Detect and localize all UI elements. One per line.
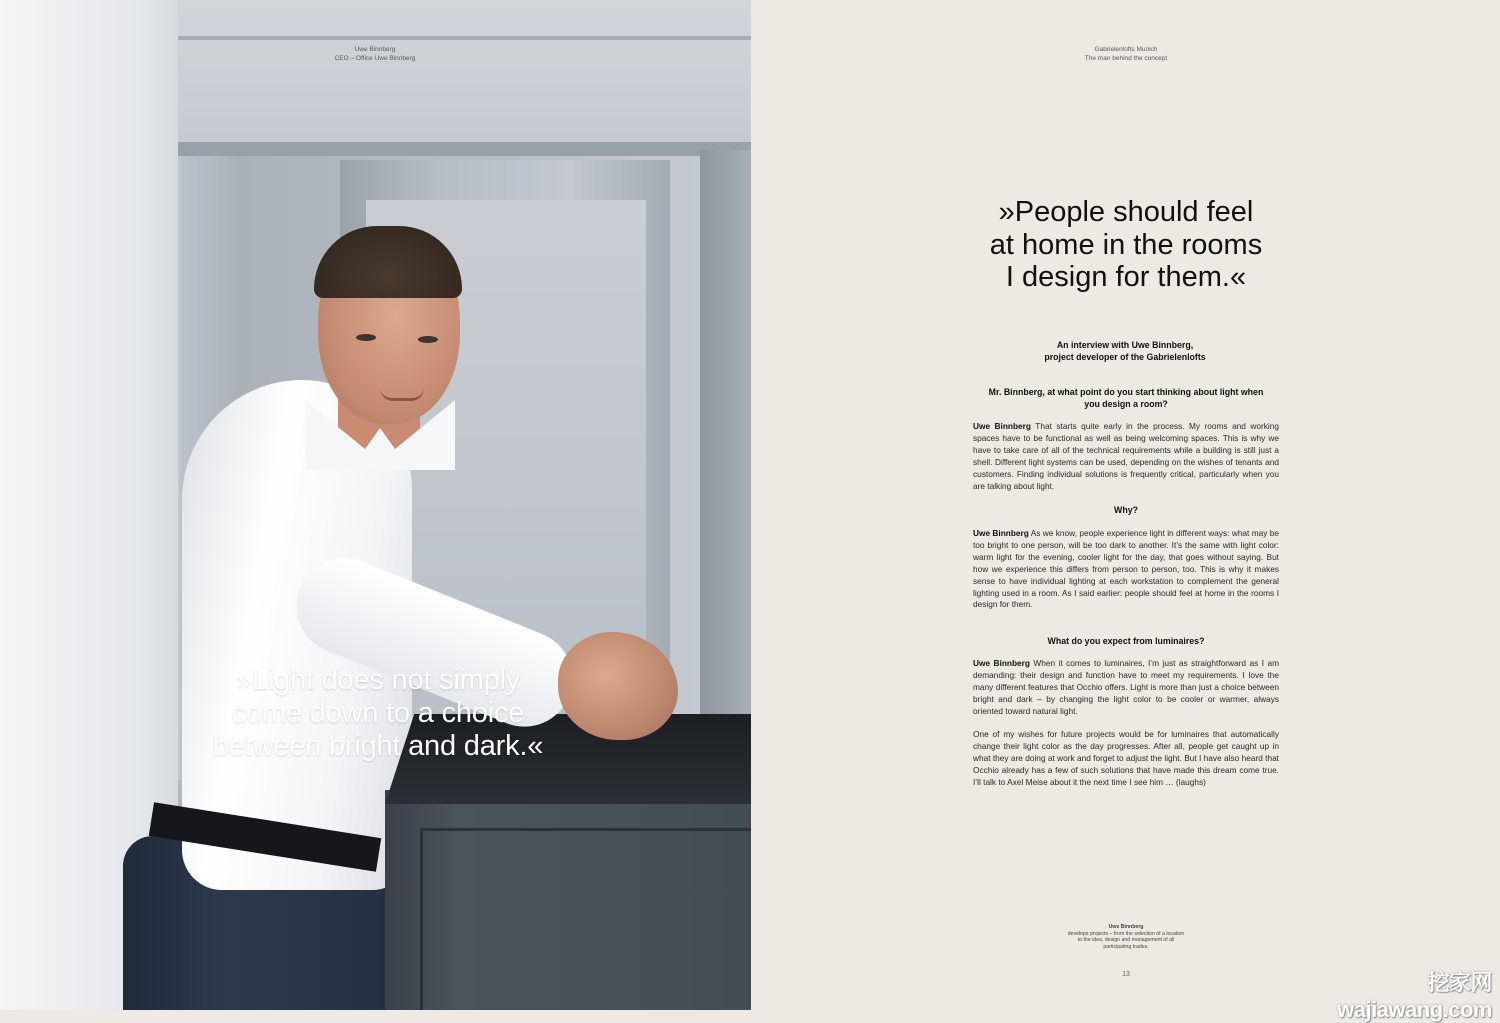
photo-caption [300, 45, 450, 63]
smile [380, 388, 424, 401]
running-head [1051, 45, 1201, 63]
pull-quote [188, 664, 568, 763]
running-head-title: Gabrielenlofts Munich [1094, 46, 1158, 53]
left-eye [356, 334, 376, 341]
left-page-photo [0, 0, 751, 1010]
intro [973, 339, 1277, 363]
headline-quote [941, 196, 1311, 294]
question-3: What do you expect from luminaires? [1047, 636, 1205, 646]
bio-note [1067, 924, 1185, 950]
intro-line: project developer of the Gabrielenlofts [1044, 352, 1206, 362]
headline-line: I design for them.« [1005, 261, 1247, 293]
speaker-name: Uwe Binnberg [973, 421, 1031, 431]
running-head-subtitle: The man behind the concept [1084, 55, 1168, 62]
page-number: 13 [1122, 971, 1130, 978]
right-eye [418, 336, 438, 343]
caption-name: Uwe Binnberg [354, 46, 396, 53]
answer-text: When it comes to luminaires, I’m just as straightforward as I am demanding: their design and function have to meet my requirements. I love the many different features that Occhio offers. Light is more than just a choice between bright and dark – by changing the light color to be cooler or warmer, always oriented toward natural light. [973, 658, 1279, 716]
bio-name: Uwe Binnberg [1108, 924, 1144, 930]
door-beam [178, 142, 751, 156]
answer-text: As we know, people experience light in different ways: what may be too bright to one person, will be too dark to another. It’s the same with light color: warm light for the evening, cooler light for the day, that goes without saying. But how we experience this differs from person to person, too. This is why it makes sense to have individual lighting at each workstation to complement the general lighting used in a room. As I said earlier: people should feel at home in the rooms I design for them. [973, 528, 1279, 610]
question-line: Mr. Binnberg, at what point do you start thinking about light when [988, 387, 1264, 397]
speaker-name: Uwe Binnberg [973, 658, 1030, 668]
speaker-name: Uwe Binnberg [973, 528, 1029, 538]
ceiling [178, 0, 751, 148]
answer-3 [973, 658, 1279, 718]
answer-text: That starts quite early in the process. My rooms and working spaces have to be functional as well as being welcoming spaces. This is why we have to take care of all of the technical requirements while a building is still just a shell. Different light systems can be used, depending on the wishes of tenants and customers. Finding individual solutions is frequently critical, particularly when you are talking about light. [973, 421, 1279, 491]
watermark: 挖家网 wajiawang.com [1337, 970, 1492, 1022]
bio-text: develops projects – from the selection of a location to the idea, design and management of all participating trades. [1067, 930, 1185, 950]
pull-quote-line: between bright and dark.« [212, 730, 544, 762]
intro-line: An interview with Uwe Binnberg, [1056, 340, 1194, 350]
headline-line: at home in the rooms [989, 228, 1263, 261]
headline-line: »People should feel [998, 196, 1254, 228]
answer-2 [973, 528, 1279, 611]
question-line: you design a room? [1084, 399, 1168, 409]
caption-role: CEO – Office Uwe Binnberg [334, 55, 416, 62]
question-2: Why? [1114, 505, 1138, 515]
answer-3-paragraph-2: One of my wishes for future projects would be for luminaires that automatically change their light color as the day progresses. After all, people get caught up in what they are doing at work and forget to adjust the light. But I have also heard that Occhio already has a few of such solutions that have made this dream come true. I’ll talk to Axel Meise about it the next time I see him … (laughs) [973, 729, 1279, 787]
right-page [751, 0, 1500, 1010]
counter-edge [420, 828, 751, 1010]
ceiling-line [178, 36, 751, 40]
question-1 [973, 386, 1279, 410]
answer-1 [973, 421, 1279, 492]
pull-quote-line: »Light does not simply [235, 664, 521, 696]
pull-quote-line: come down to a choice [231, 697, 525, 729]
